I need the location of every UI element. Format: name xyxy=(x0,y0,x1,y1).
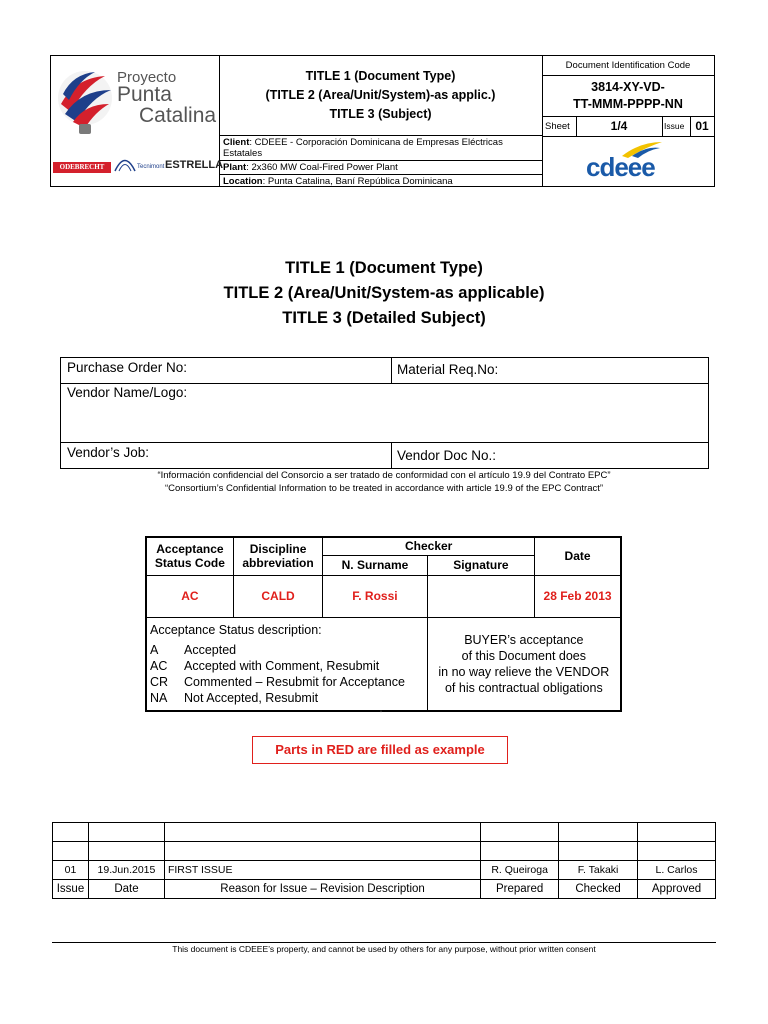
client-row xyxy=(219,136,542,161)
location-row xyxy=(219,175,542,188)
tecnimont-label: Tecnimont xyxy=(137,164,165,170)
status-code-item xyxy=(150,658,424,674)
logo-text-catalina: Catalina xyxy=(139,104,217,127)
revision-table xyxy=(52,822,716,899)
main-title-3: TITLE 3 (Detailed Subject) xyxy=(282,309,486,327)
revision-reason-cell xyxy=(164,823,480,842)
revision-row xyxy=(53,823,716,842)
odebrecht-logo: ODEBRECHT xyxy=(53,162,111,173)
purchase-order-label: Purchase Order No: xyxy=(67,360,188,375)
revision-date-header: Date xyxy=(88,880,164,899)
revision-reason-cell: FIRST ISSUE xyxy=(164,861,480,880)
revision-header-row xyxy=(53,880,716,899)
plant-value: : 2x360 MW Coal-Fired Power Plant xyxy=(246,162,398,173)
header-title-1: TITLE 1 (Document Type) xyxy=(305,69,456,83)
estrella-logo: ESTRELLA xyxy=(165,159,224,171)
status-code-value: AC xyxy=(146,575,233,617)
revision-prepared-header: Prepared xyxy=(481,880,559,899)
revision-issue-cell xyxy=(53,823,89,842)
main-title-1: TITLE 1 (Document Type) xyxy=(285,259,483,277)
plant-label: Plant xyxy=(223,162,247,173)
code-text: Commented – Resubmit for Acceptance xyxy=(184,674,405,689)
revision-approved-cell xyxy=(638,823,716,842)
tecnimont-arc-icon xyxy=(114,156,136,172)
revision-prepared-cell: R. Queiroga xyxy=(481,861,559,880)
revision-issue-cell xyxy=(53,842,89,861)
doc-id-cell xyxy=(542,56,714,186)
revision-issue-header: Issue xyxy=(53,880,89,899)
revision-checked-cell xyxy=(559,823,638,842)
doc-id-line-2: TT-MMM-PPPP-NN xyxy=(573,97,683,111)
doc-id-line-1: 3814-XY-VD- xyxy=(591,80,665,94)
discipline-header: Discipline abbreviation xyxy=(233,537,322,575)
signature-header: Signature xyxy=(427,555,534,575)
revision-issue-cell: 01 xyxy=(53,861,89,880)
client-value: : CDEEE - Corporación Dominicana de Empresas Eléctricas Estatales xyxy=(223,137,503,159)
red-example-note: Parts in RED are filled as example xyxy=(252,736,508,764)
revision-date-cell xyxy=(88,842,164,861)
doc-id-label: Document Identification Code xyxy=(542,56,714,76)
revision-date-cell: 19.Jun.2015 xyxy=(88,861,164,880)
sheet-value: 1/4 xyxy=(610,119,628,133)
cdeee-logo: cdeee xyxy=(586,152,655,182)
purchase-order-table xyxy=(60,357,709,469)
status-code-item xyxy=(150,690,424,706)
sheet-label: Sheet xyxy=(545,121,570,132)
revision-row xyxy=(53,842,716,861)
revision-date-cell xyxy=(88,823,164,842)
header-title-cell xyxy=(219,56,543,186)
buyer-line: of this Document does xyxy=(461,648,587,663)
logo-text-punta: Punta xyxy=(117,83,172,106)
issue-label: Issue xyxy=(664,121,685,131)
code: CR xyxy=(150,674,169,689)
plant-row xyxy=(219,161,542,175)
header-title-3: TITLE 3 (Subject) xyxy=(329,107,432,121)
date-header: Date xyxy=(535,537,621,575)
header-info xyxy=(219,136,542,188)
acceptance-table xyxy=(145,536,622,712)
revision-approved-cell: L. Carlos xyxy=(638,861,716,880)
main-title-2: TITLE 2 (Area/Unit/System-as applicable) xyxy=(223,284,545,302)
issue-value: 01 xyxy=(695,119,709,133)
revision-approved-cell xyxy=(638,842,716,861)
surname-header: N. Surname xyxy=(323,555,427,575)
revision-checked-header: Checked xyxy=(559,880,638,899)
small-quote-mark: “ xyxy=(380,711,382,717)
code-text: Not Accepted, Resubmit xyxy=(184,690,319,705)
code: A xyxy=(150,642,159,657)
material-req-label: Material Req.No: xyxy=(397,362,499,377)
revision-checked-cell: F. Takaki xyxy=(559,861,638,880)
sheet-row xyxy=(542,117,714,137)
signature-value xyxy=(427,575,534,617)
code-text: Accepted with Comment, Resubmit xyxy=(184,658,380,673)
location-value: : Punta Catalina, Baní República Dominicana xyxy=(262,176,453,187)
date-value: 28 Feb 2013 xyxy=(535,575,621,617)
footer-note: This document is CDEEE’s property, and cannot be used by others for any purpose, without prior written consent xyxy=(172,944,596,954)
punta-catalina-emblem-icon xyxy=(55,64,115,140)
buyer-line: of his contractual obligations xyxy=(444,680,603,695)
status-description-title: Acceptance Status description: xyxy=(150,622,322,637)
buyer-line: in no way relieve the VENDOR xyxy=(438,664,610,679)
project-logo-cell xyxy=(51,56,224,186)
status-description xyxy=(146,617,427,711)
cdeee-logo-cell xyxy=(542,136,714,186)
revision-row xyxy=(53,861,716,880)
surname-value: F. Rossi xyxy=(323,575,427,617)
status-code-item xyxy=(150,674,424,690)
checker-header: Checker xyxy=(323,537,535,555)
revision-prepared-cell xyxy=(481,823,559,842)
footer-divider xyxy=(52,942,716,943)
confidential-notice-en: “Consortium’s Confidential Information to be treated in accordance with article 19.9 of the EPC Contract” xyxy=(164,483,604,494)
header-title-2: (TITLE 2 (Area/Unit/System)-as applic.) xyxy=(265,88,496,102)
status-code-item xyxy=(150,642,424,658)
discipline-value: CALD xyxy=(233,575,322,617)
revision-prepared-cell xyxy=(481,842,559,861)
revision-checked-cell xyxy=(559,842,638,861)
location-label: Location xyxy=(223,176,263,187)
code-text: Accepted xyxy=(184,642,237,657)
vendor-job-label: Vendor’s Job: xyxy=(67,445,150,460)
vendor-doc-label: Vendor Doc No.: xyxy=(397,448,497,463)
code: AC xyxy=(150,658,168,673)
logo-text-proyecto: Proyecto xyxy=(117,69,177,86)
vendor-name-label: Vendor Name/Logo: xyxy=(67,385,188,400)
buyer-line: BUYER’s acceptance xyxy=(464,632,584,647)
code: NA xyxy=(150,690,168,705)
revision-reason-cell xyxy=(164,842,480,861)
doc-id-code xyxy=(542,75,714,117)
header-titles xyxy=(219,56,542,136)
document-header xyxy=(50,55,715,187)
acceptance-status-header: Acceptance Status Code xyxy=(146,537,233,575)
client-label: Client xyxy=(223,137,250,148)
revision-reason-header: Reason for Issue – Revision Description xyxy=(164,880,480,899)
revision-approved-header: Approved xyxy=(638,880,716,899)
buyer-acceptance-note xyxy=(427,617,621,711)
confidential-notice-es: “Información confidencial del Consorcio a ser tratado de conformidad con el artículo 19.9 del Contrato EPC” xyxy=(157,470,611,481)
